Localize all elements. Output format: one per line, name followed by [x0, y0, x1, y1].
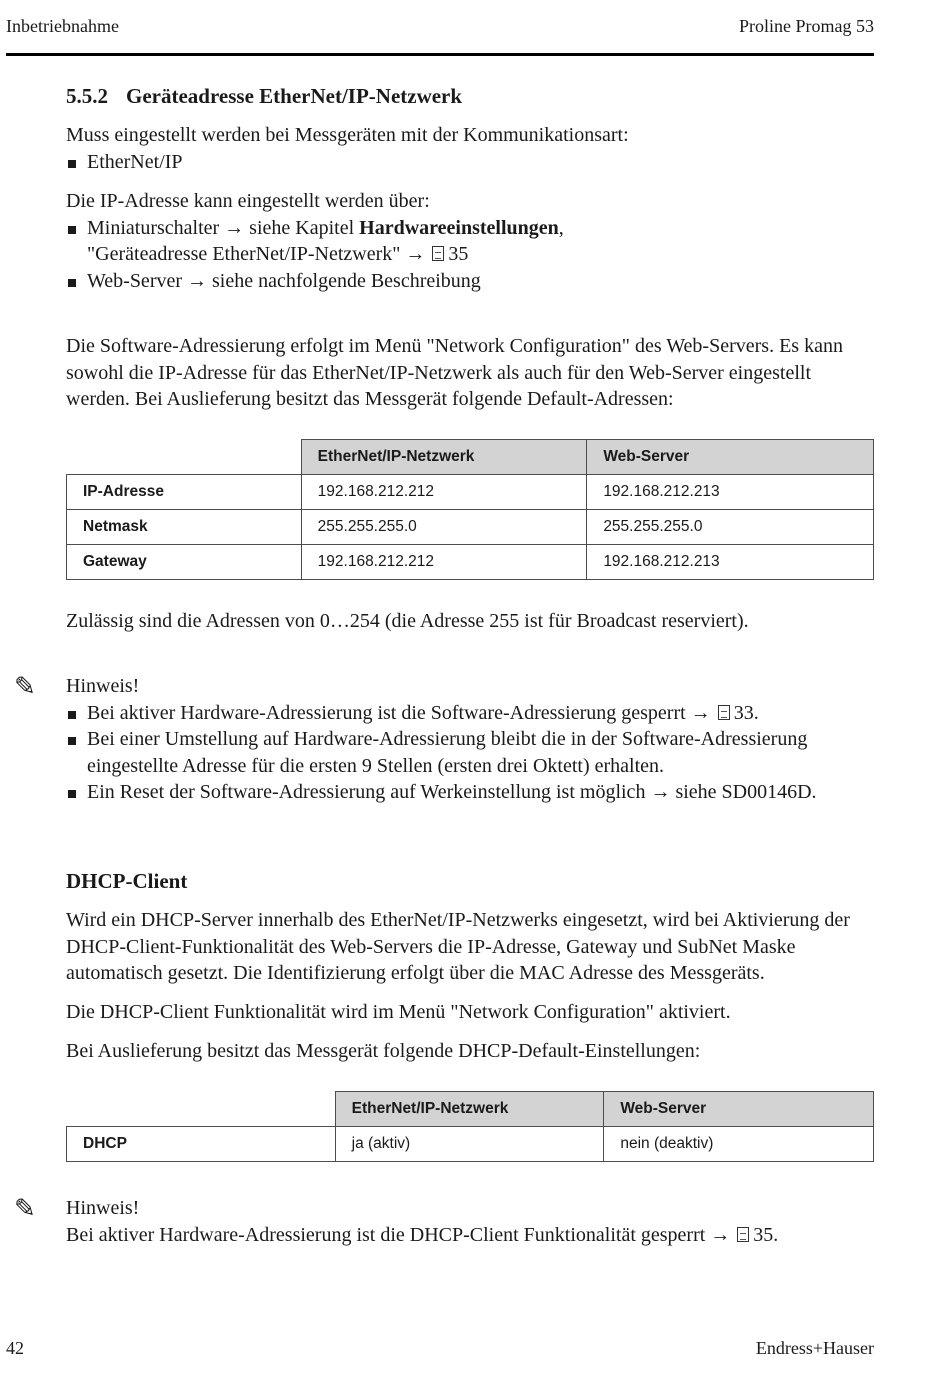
table-row — [67, 1127, 874, 1162]
dhcp-heading: DHCP-Client — [66, 869, 188, 893]
table-header-cell: Web-Server — [604, 1092, 874, 1127]
page-number: 42 — [6, 1338, 24, 1358]
pencil-icon: ✎ — [14, 672, 36, 702]
note-title: Hinweis! — [66, 675, 140, 697]
list-item: Bei einer Umstellung auf Hardware-Adressierung bleibt die in der Software-Adressierung eingestellte Adresse für die ersten 9 Stellen (ersten drei Oktett) erhalten. — [66, 726, 874, 779]
note-list — [66, 700, 874, 806]
table-corner — [67, 440, 302, 475]
table-corner — [67, 1092, 336, 1127]
section-number: 5.5.2 — [66, 84, 108, 108]
software-paragraph: Die Software-Adressierung erfolgt im Menü "Network Configuration" des Web-Servers. Es kann sowohl die IP-Adresse für das EtherNet/IP-Netzwerk als auch für den Web-Server eingestellt werden. Bei Auslieferung besitzt das Messgerät folgende Default-Adressen: — [66, 335, 843, 410]
page-reference-icon — [718, 705, 730, 720]
software-paragraph-block — [66, 333, 874, 413]
page-reference-icon — [737, 1227, 749, 1242]
intro-block — [66, 122, 874, 175]
table-row — [67, 510, 874, 545]
note-1 — [66, 673, 874, 806]
pencil-icon: ✎ — [14, 1194, 36, 1224]
list-item: Ein Reset der Software-Adressierung auf Werkeinstellung ist möglich → siehe SD00146D. — [66, 779, 874, 806]
allowed-addresses: Zulässig sind die Adressen von 0…254 (die Adresse 255 ist für Broadcast reserviert). — [66, 610, 749, 632]
list-item-text: Miniaturschalter → siehe Kapitel — [87, 216, 360, 239]
header-rule — [6, 53, 874, 56]
table-row-label: DHCP — [67, 1127, 336, 1162]
intro-list — [66, 149, 874, 176]
ip-setting-block — [66, 188, 874, 294]
table-row-label: IP-Adresse — [67, 475, 302, 510]
dhcp-table-block — [66, 1091, 874, 1162]
allowed-block — [66, 608, 874, 635]
page-reference: 35 — [448, 243, 469, 265]
page-reference: 33. — [733, 701, 759, 724]
note-title: Hinweis! — [66, 1197, 140, 1219]
section-title: Geräteadresse EtherNet/IP-Netzwerk — [126, 84, 463, 108]
table-cell: 192.168.212.213 — [587, 475, 874, 510]
header-chapter: Inbetriebnahme — [6, 16, 119, 36]
table-row — [67, 475, 874, 510]
section-heading — [66, 84, 874, 109]
note-text-body: Bei aktiver Hardware-Adressierung ist die DHCP-Client Funktionalität gesperrt → — [66, 1223, 731, 1246]
table-cell: 255.255.255.0 — [301, 510, 587, 545]
address-table-block — [66, 439, 874, 580]
dhcp-paragraph: Wird ein DHCP-Server innerhalb des EtherNet/IP-Netzwerks eingesetzt, wird bei Aktivierung der DHCP-Client-Funktionalität des Web-Servers die IP-Adresse, Gateway und SubNet Maske automatisch gesetzt. Die Identifizierung erfolgt über die MAC Adresse des Messgeräts. — [66, 909, 850, 984]
table-cell: 255.255.255.0 — [587, 510, 874, 545]
chapter-reference: Hardwareeinstellungen — [359, 216, 559, 239]
table-header-cell: EtherNet/IP-Netzwerk — [335, 1092, 604, 1127]
section-heading-block — [66, 84, 874, 109]
list-item-text: "Geräteadresse EtherNet/IP-Netzwerk" → — [87, 243, 426, 265]
table-row-label: Netmask — [67, 510, 302, 545]
page-reference-icon — [432, 246, 444, 261]
list-item — [66, 215, 874, 268]
table-header-row — [67, 440, 874, 475]
note-text — [66, 1222, 874, 1249]
dhcp-paragraph-3-block — [66, 1038, 874, 1065]
list-item — [66, 700, 874, 727]
table-cell: 192.168.212.212 — [301, 475, 587, 510]
dhcp-paragraph: Bei Auslieferung besitzt das Messgerät folgende DHCP-Default-Einstellungen: — [66, 1040, 701, 1062]
page-reference: 35. — [753, 1223, 779, 1246]
dhcp-paragraph: Die DHCP-Client Funktionalität wird im Menü "Network Configuration" aktiviert. — [66, 1001, 731, 1023]
dhcp-heading-block — [66, 869, 874, 894]
table-row — [67, 545, 874, 580]
dhcp-table — [66, 1091, 874, 1162]
table-row-label: Gateway — [67, 545, 302, 580]
table-header-cell: EtherNet/IP-Netzwerk — [301, 440, 587, 475]
table-header-row — [67, 1092, 874, 1127]
table-cell: ja (aktiv) — [335, 1127, 604, 1162]
address-table — [66, 439, 874, 580]
table-cell: 192.168.212.212 — [301, 545, 587, 580]
table-header-cell: Web-Server — [587, 440, 874, 475]
dhcp-paragraph-2-block — [66, 999, 874, 1026]
table-cell: 192.168.212.213 — [587, 545, 874, 580]
list-item-text: , — [558, 216, 564, 239]
header-product: Proline Promag 53 — [739, 16, 874, 36]
list-item-text: Bei aktiver Hardware-Adressierung ist die Software-Adressierung gesperrt → — [87, 701, 711, 724]
ip-setting-line: Die IP-Adresse kann eingestellt werden über: — [66, 190, 430, 212]
list-item: Web-Server → siehe nachfolgende Beschreibung — [66, 268, 874, 295]
list-item: EtherNet/IP — [66, 149, 874, 176]
intro-line: Muss eingestellt werden bei Messgeräten mit der Kommunikationsart: — [66, 124, 629, 146]
dhcp-paragraph-1-block — [66, 907, 874, 987]
table-cell: nein (deaktiv) — [604, 1127, 874, 1162]
footer-brand: Endress+Hauser — [755, 1338, 874, 1358]
ip-setting-list — [66, 215, 874, 295]
note-2 — [66, 1195, 874, 1248]
